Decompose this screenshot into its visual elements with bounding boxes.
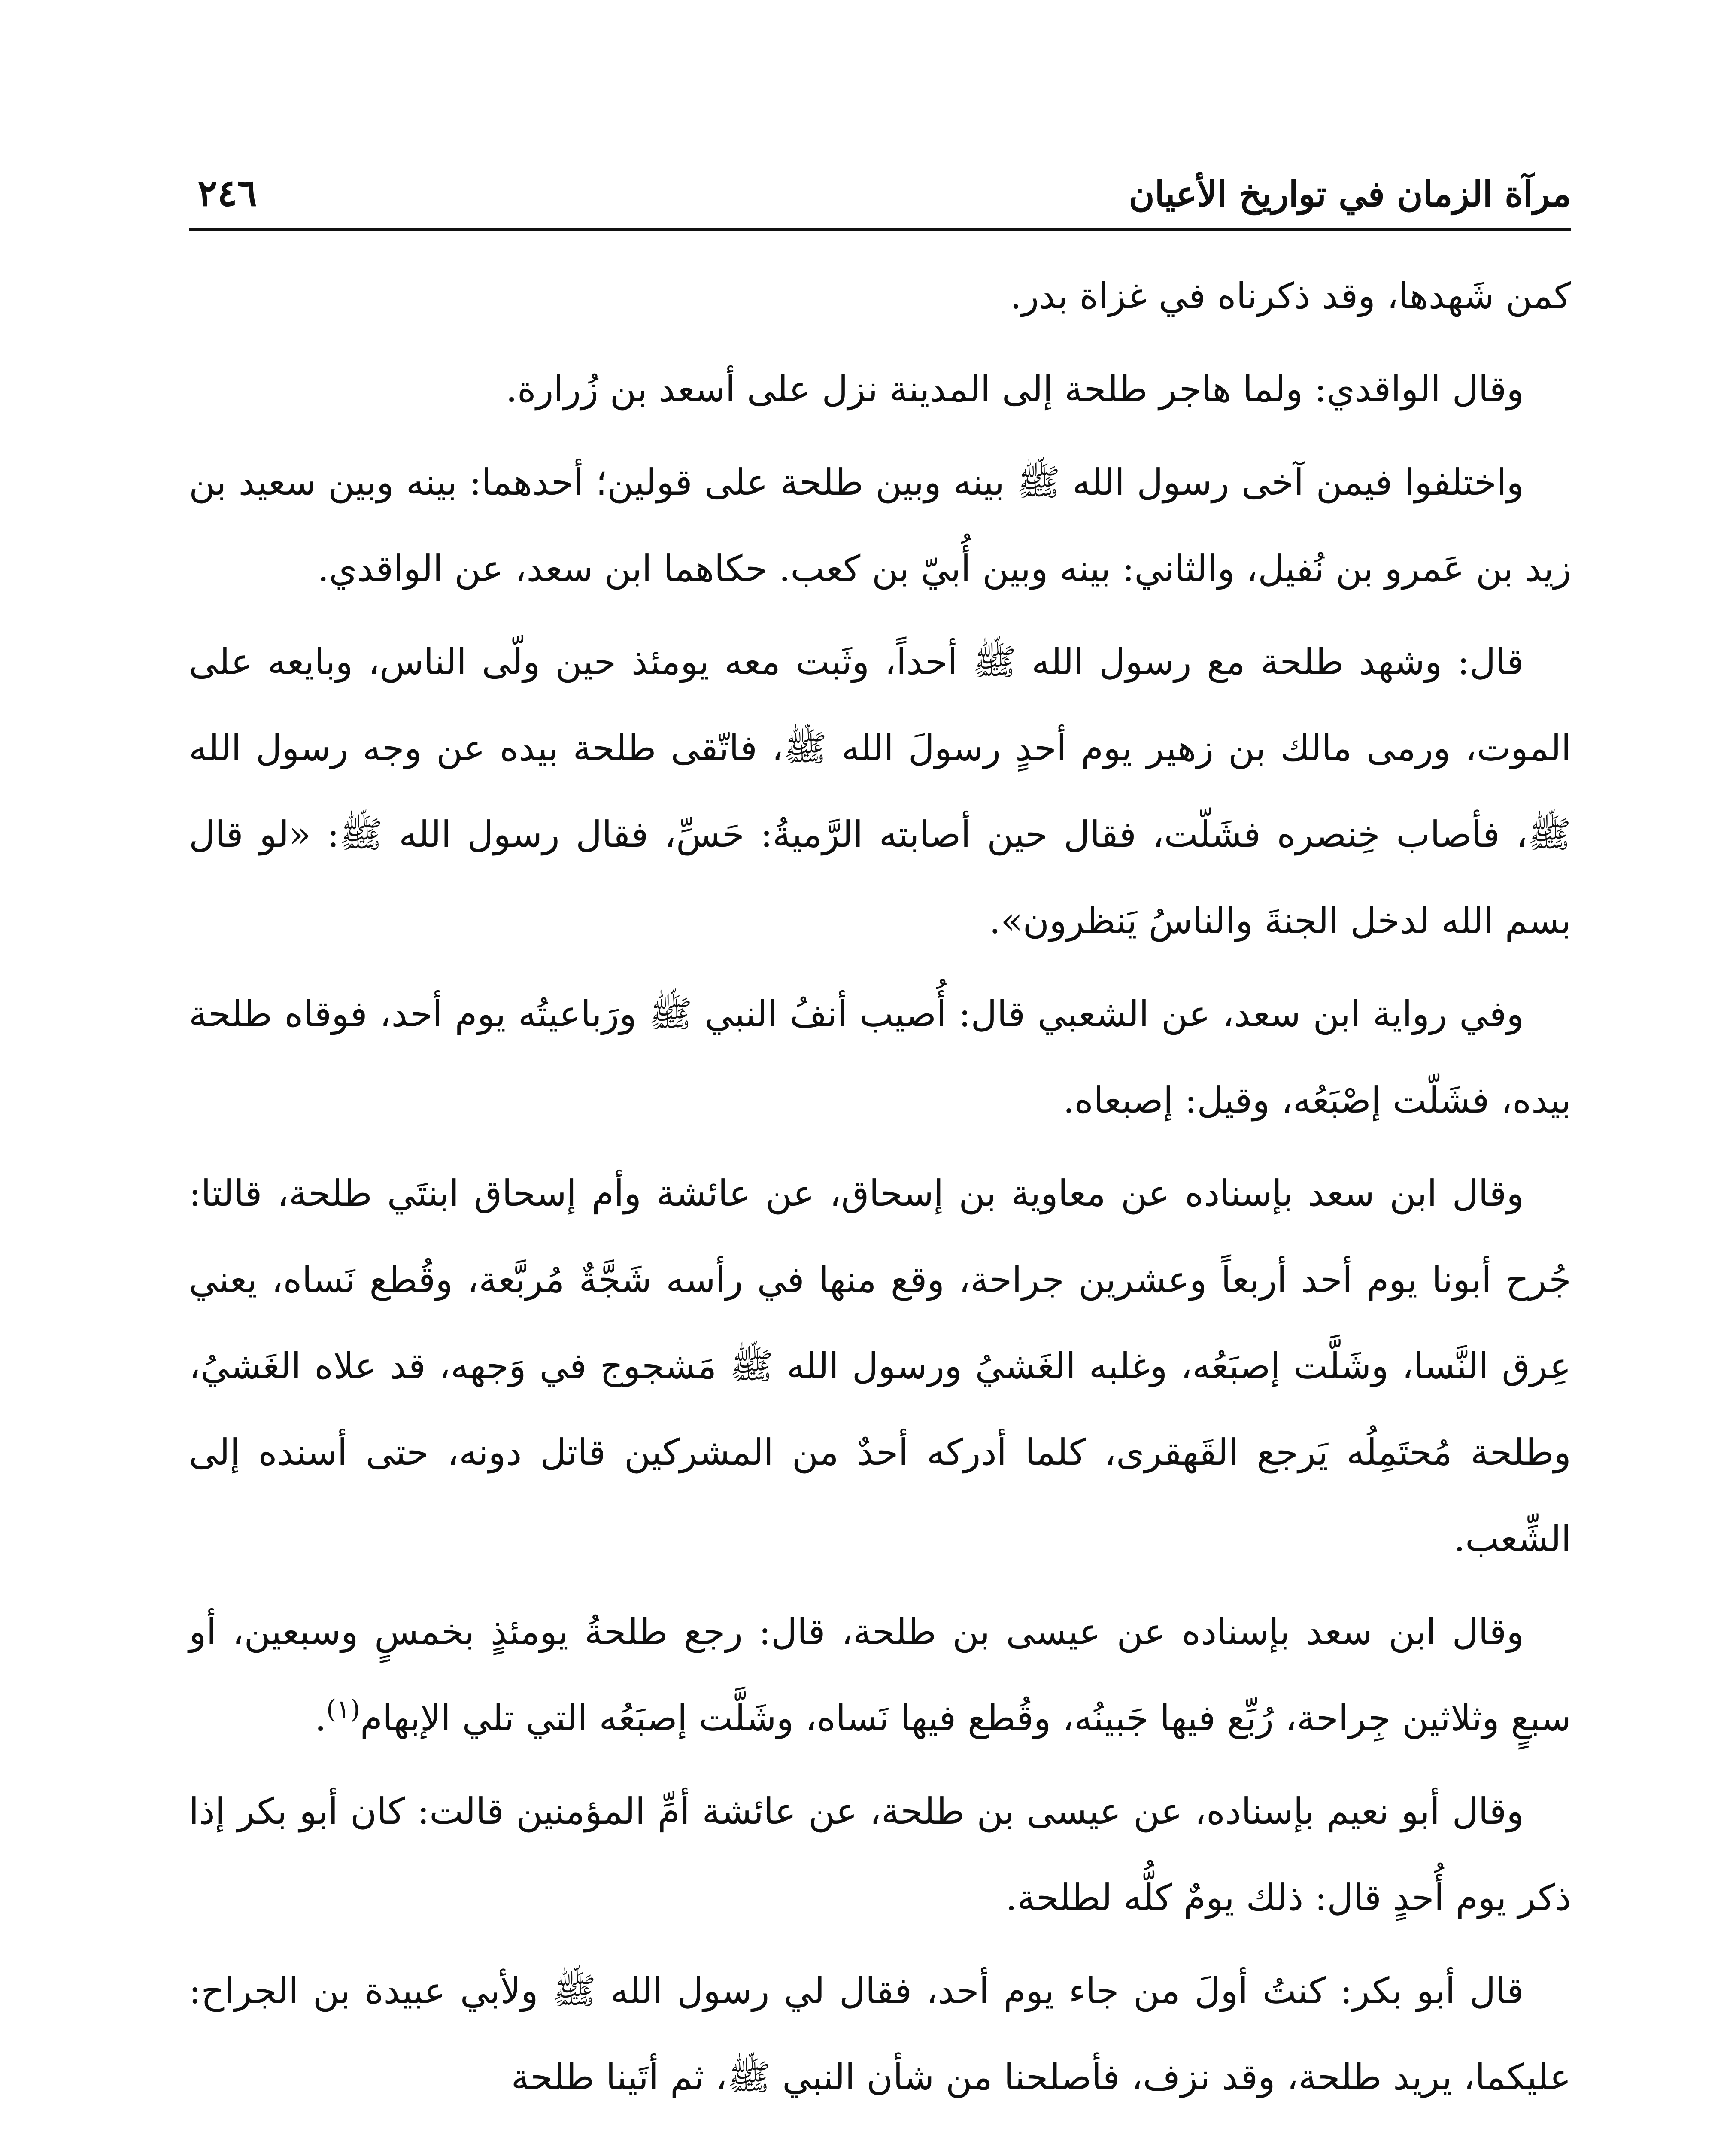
paragraph: كمن شَهدها، وقد ذكرناه في غزاة بدر. — [1010, 275, 1571, 317]
book-page — [189, 163, 1571, 2147]
paragraph: قال: وشهد طلحة مع رسول الله ﷺ أحداً، وثَبت معه يومئذ حين ولّى الناس، وبايعه على الموت، ورمى مالك بن زهير يوم أحدٍ رسولَ الله ﷺ، فاتّقى طلحة بيده عن وجه رسول الله ﷺ، فأصاب خِنصره فشَلّت، فقال حين أصابته الرَّميةُ: حَسِّ، فقال رسول الله ﷺ: «لو قال بسم الله لدخل الجنةَ والناسُ يَنظرون». — [189, 641, 1571, 942]
paragraph-text: وقال ابن سعد بإسناده عن عيسى بن طلحة، قال: رجع طلحةُ يومئذٍ بخمسٍ وسبعين، أو سبعٍ وثلاثين جِراحة، رُبِّع فيها جَبينُه، وقُطع فيها نَساه، وشَلَّت إصبَعُه التي تلي الإبهام — [189, 1611, 1571, 1739]
running-header — [189, 163, 1571, 228]
page-number: ٢٤٦ — [197, 171, 257, 215]
paragraph — [189, 1589, 1571, 1761]
main-text — [189, 253, 1571, 2120]
paragraph: وفي رواية ابن سعد، عن الشعبي قال: أُصيب أنفُ النبي ﷺ ورَباعيتُه يوم أحد، فوقاه طلحة بيده، فشَلّت إصْبَعُه، وقيل: إصبعاه. — [189, 993, 1571, 1121]
paragraph: وقال ابن سعد بإسناده عن معاوية بن إسحاق، عن عائشة وأم إسحاق ابنتَي طلحة، قالتا: جُرح أبونا يوم أحد أربعاً وعشرين جراحة، وقع منها في رأسه شَجَّةٌ مُربَّعة، وقُطع نَساه، يعني عِرق النَّسا، وشَلَّت إصبَعُه، وغلبه الغَشيُ ورسول الله ﷺ مَشجوج في وَجهه، قد علاه الغَشيُ، وطلحة مُحتَمِلُه يَرجع القَهقرى، كلما أدركه أحدٌ من المشركين قاتل دونه، حتى أسنده إلى الشِّعب. — [189, 1172, 1571, 1560]
book-title: مرآة الزمان في تواريخ الأعيان — [1129, 173, 1571, 215]
paragraph: وقال الواقدي: ولما هاجر طلحة إلى المدينة نزل على أسعد بن زُرارة. — [506, 368, 1524, 410]
paragraph: وقال أبو نعيم بإسناده، عن عيسى بن طلحة، عن عائشة أمِّ المؤمنين قالت: كان أبو بكر إذا ذكر يوم أُحدٍ قال: ذلك يومٌ كلُّه لطلحة. — [189, 1790, 1571, 1919]
paragraph: قال أبو بكر: كنتُ أولَ من جاء يوم أحد، فقال لي رسول الله ﷺ ولأبي عبيدة بن الجراح: عليكما، يريد طلحة، وقد نزف، فأصلحنا من شأن النبي ﷺ، ثم أتَينا طلحة — [189, 1970, 1571, 2098]
paragraph: واختلفوا فيمن آخى رسول الله ﷺ بينه وبين طلحة على قولين؛ أحدهما: بينه وبين سعيد بن زيد بن عَمرو بن نُفيل، والثاني: بينه وبين أُبيّ بن كعب. حكاهما ابن سعد، عن الواقدي. — [189, 461, 1571, 590]
header-rule — [189, 228, 1571, 231]
paragraph-end: . — [315, 1697, 326, 1739]
footnote-reference[interactable]: (١) — [326, 1694, 361, 1724]
